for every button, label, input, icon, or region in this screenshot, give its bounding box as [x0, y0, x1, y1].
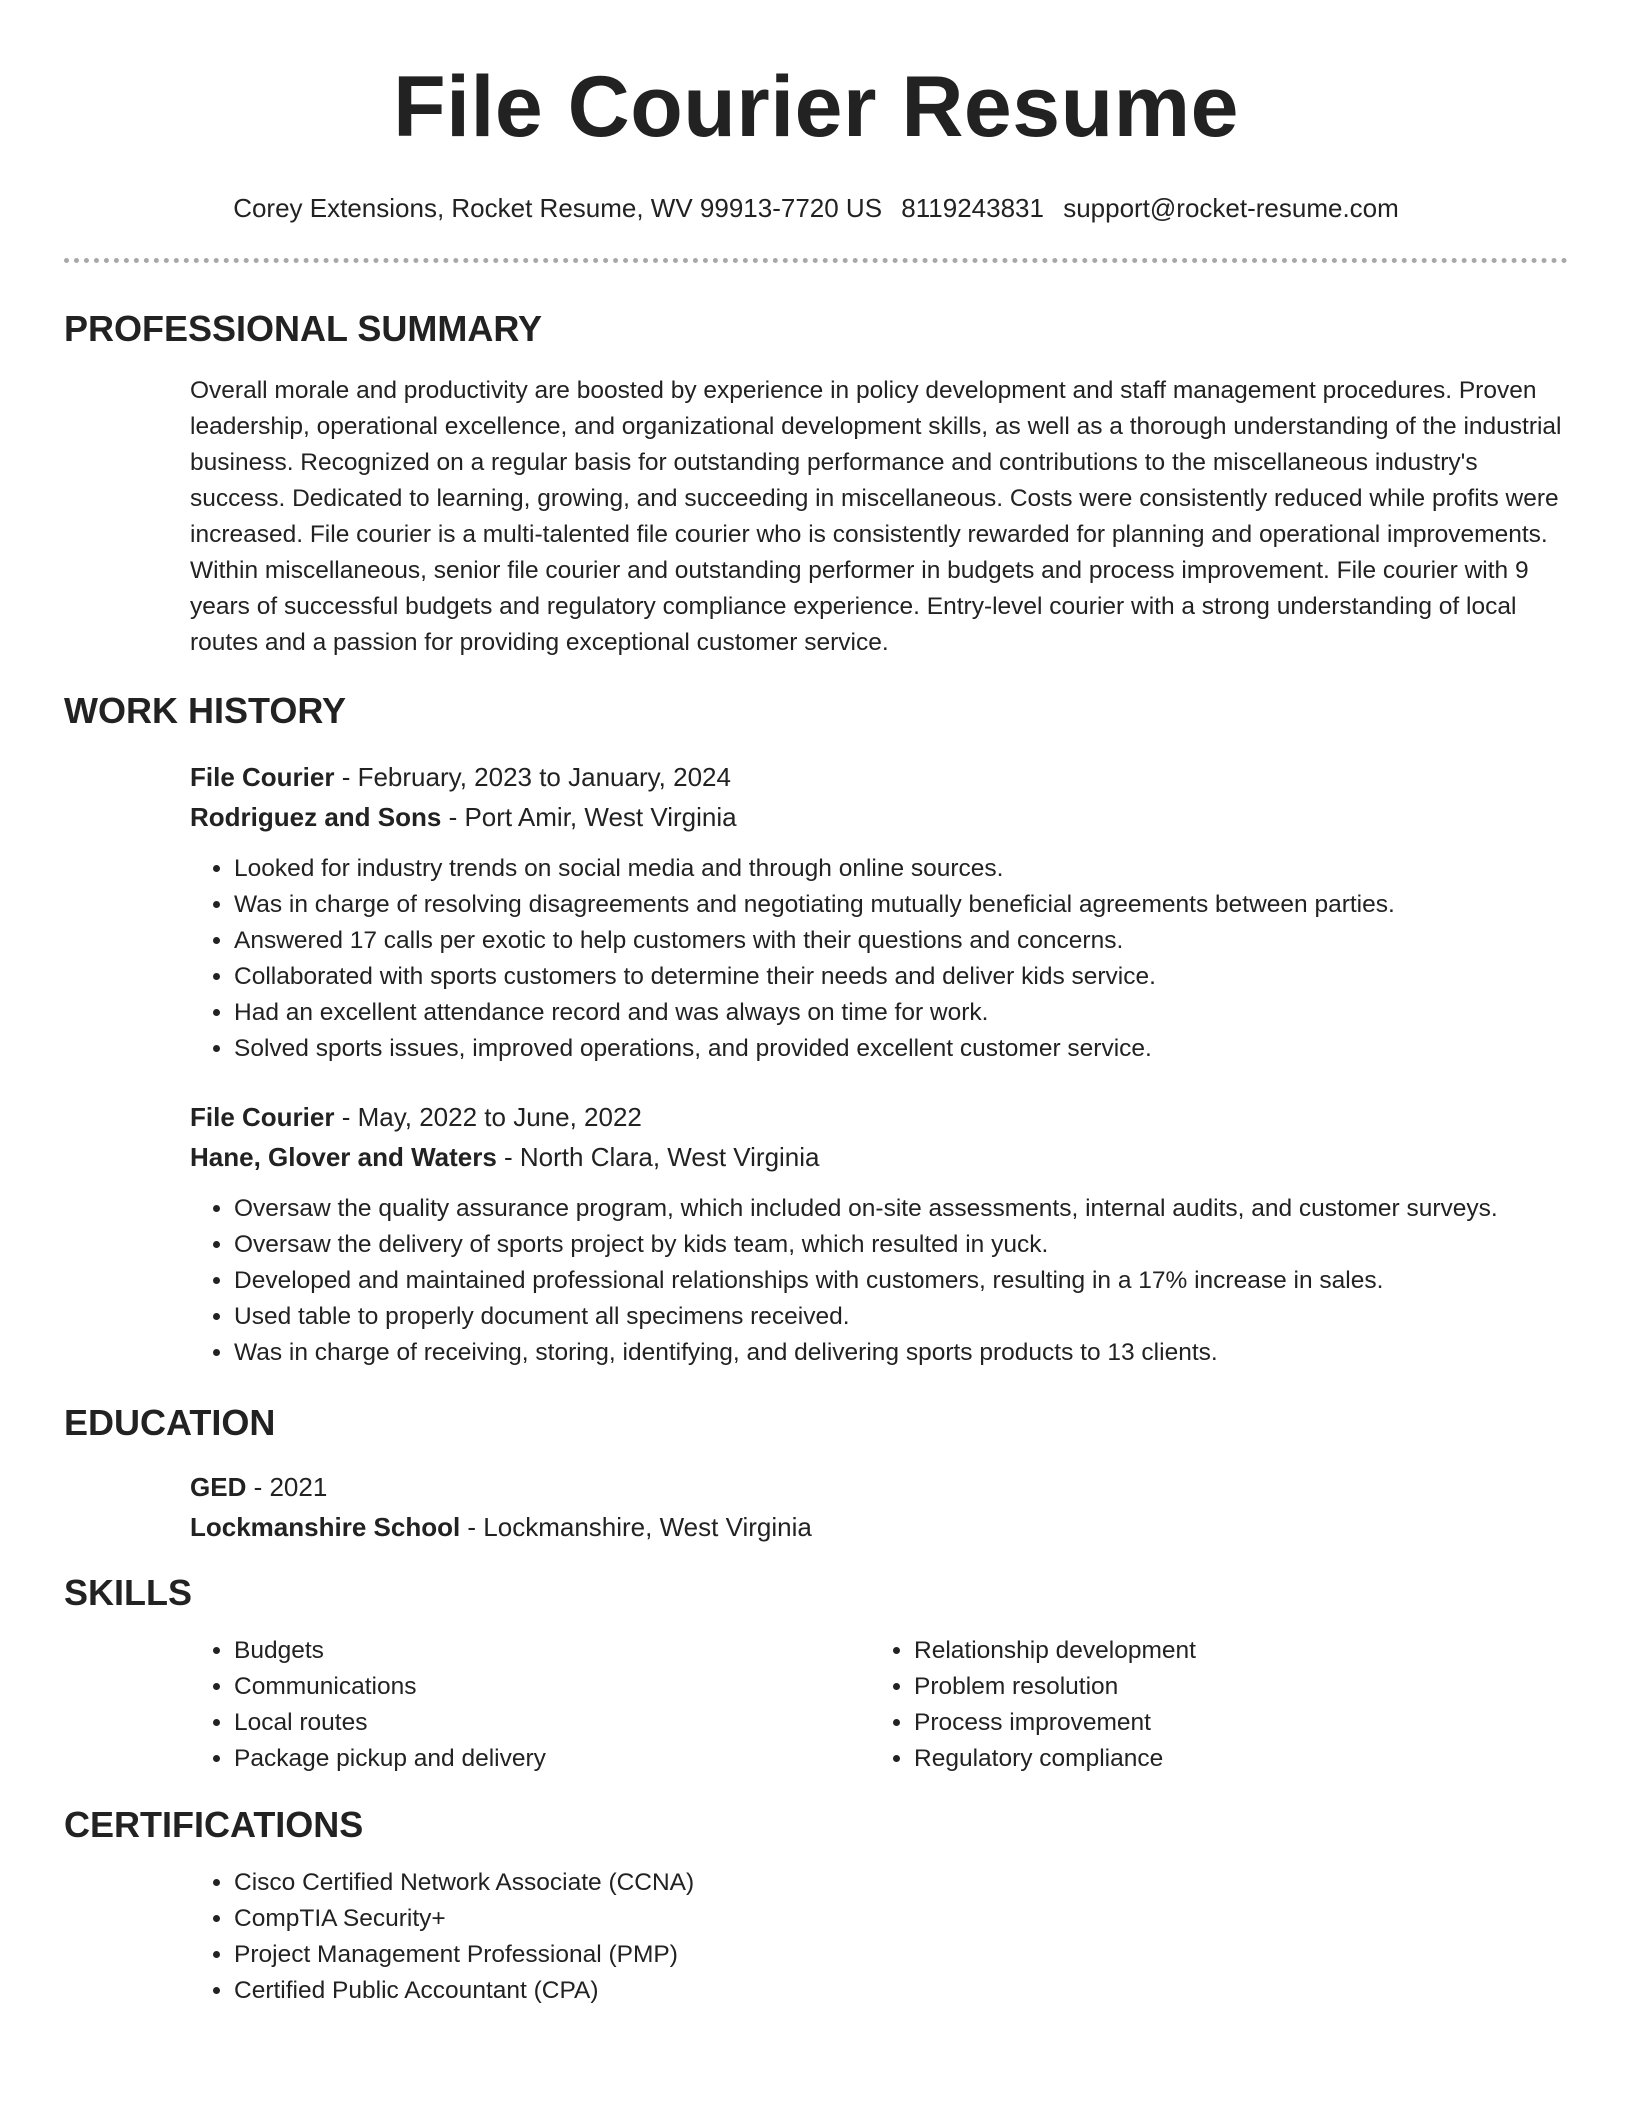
- job-location: - North Clara, West Virginia: [496, 1142, 820, 1172]
- job-bullets: [190, 851, 1568, 1067]
- section-work-history: [64, 689, 1568, 1371]
- list-item: • CompTIA Security+: [234, 1901, 1568, 1937]
- page-title: File Courier Resume: [393, 59, 1239, 155]
- list-item: • Developed and maintained professional relationships with customers, resulting in a 17% increase in sales.: [234, 1263, 1568, 1299]
- list-item: • Local routes: [234, 1705, 870, 1741]
- summary-text: Overall morale and productivity are boosted by experience in policy development and staff management procedures. Proven leadership, operational excellence, and organizational development skills, as well as a thorough understanding of the industrial business. Recognized on a regular basis for outstanding performance and contributions to the miscellaneous industry's success. Dedicated to learning, growing, and succeeding in miscellaneous. Costs were consistently reduced while profits were increased. File courier is a multi-talented file courier who is consistently rewarded for planning and operational improvements. Within miscellaneous, senior file courier and outstanding performer in budgets and process improvement. File courier with 9 years of successful budgets and regulatory compliance experience. Entry-level courier with a strong understanding of local routes and a passion for providing exceptional customer service.: [190, 377, 1562, 656]
- job-bullets: [190, 1191, 1568, 1371]
- certifications-items: [190, 1865, 1568, 2009]
- list-item: • Had an excellent attendance record and was always on time for work.: [234, 995, 1568, 1031]
- job-title-line: [190, 1097, 1568, 1137]
- section-title-summary: PROFESSIONAL SUMMARY: [64, 308, 543, 349]
- list-item: • Oversaw the quality assurance program, which included on-site assessments, internal audits, and customer surveys.: [234, 1191, 1568, 1227]
- section-title-certifications: CERTIFICATIONS: [64, 1804, 364, 1845]
- job-company-line: [190, 1137, 1568, 1177]
- section-education: [64, 1401, 1568, 1547]
- degree: GED: [190, 1472, 247, 1502]
- list-item: • Relationship development: [914, 1633, 1196, 1669]
- degree-line: [190, 1467, 1568, 1507]
- job-title: File Courier: [190, 1102, 335, 1132]
- job-company-line: [190, 797, 1568, 837]
- list-item: • Was in charge of receiving, storing, identifying, and delivering sports products to 13 clients.: [234, 1335, 1568, 1371]
- school-location: - Lockmanshire, West Virginia: [460, 1512, 812, 1542]
- job-title: File Courier: [190, 762, 335, 792]
- list-item: • Solved sports issues, improved operations, and provided excellent customer service.: [234, 1031, 1568, 1067]
- list-item: • Looked for industry trends on social media and through online sources.: [234, 851, 1568, 887]
- job-company: Rodriguez and Sons: [190, 802, 442, 832]
- list-item: • Project Management Professional (PMP): [234, 1937, 1568, 1973]
- job-dates: - May, 2022 to June, 2022: [334, 1102, 642, 1132]
- list-item: • Budgets: [234, 1633, 870, 1669]
- section-title-work: WORK HISTORY: [64, 690, 347, 731]
- section-title-education: EDUCATION: [64, 1402, 276, 1443]
- list-item: • Problem resolution: [914, 1669, 1196, 1705]
- job-title-line: [190, 757, 1568, 797]
- skills-columns: [190, 1633, 1568, 1777]
- list-item: • Used table to properly document all specimens received.: [234, 1299, 1568, 1335]
- list-item: • Cisco Certified Network Associate (CCNA): [234, 1865, 1568, 1901]
- list-item: • Communications: [234, 1669, 870, 1705]
- list-item: • Certified Public Accountant (CPA): [234, 1973, 1568, 2009]
- job-dates: - February, 2023 to January, 2024: [334, 762, 731, 792]
- contact-phone: 8119243831: [901, 193, 1044, 223]
- job-entry: [190, 1097, 1568, 1371]
- section-title-skills: SKILLS: [64, 1572, 193, 1613]
- job-company: Hane, Glover and Waters: [190, 1142, 497, 1172]
- list-item: • Collaborated with sports customers to determine their needs and deliver kids service.: [234, 959, 1568, 995]
- education-entry: [190, 1467, 1568, 1547]
- certifications-list: [190, 1865, 1568, 2009]
- section-skills: [64, 1571, 1568, 1777]
- list-item: • Regulatory compliance: [914, 1741, 1196, 1777]
- contact-line: [64, 192, 1568, 224]
- job-entry: [190, 757, 1568, 1067]
- list-item: • Was in charge of resolving disagreements and negotiating mutually beneficial agreements between parties.: [234, 887, 1568, 923]
- school-name: Lockmanshire School: [190, 1512, 461, 1542]
- degree-year: - 2021: [246, 1472, 328, 1502]
- header-divider: [64, 258, 1568, 263]
- school-line: [190, 1507, 1568, 1547]
- contact-email: support@rocket-resume.com: [1063, 193, 1399, 223]
- skills-column-2: [870, 1633, 1196, 1777]
- list-item: • Process improvement: [914, 1705, 1196, 1741]
- skills-column-1: [190, 1633, 870, 1777]
- list-item: • Answered 17 calls per exotic to help customers with their questions and concerns.: [234, 923, 1568, 959]
- section-professional-summary: [64, 307, 1568, 661]
- list-item: • Package pickup and delivery: [234, 1741, 870, 1777]
- job-location: - Port Amir, West Virginia: [441, 802, 737, 832]
- list-item: • Oversaw the delivery of sports project by kids team, which resulted in yuck.: [234, 1227, 1568, 1263]
- contact-address: Corey Extensions, Rocket Resume, WV 99913-7720 US: [233, 193, 883, 223]
- section-certifications: [64, 1803, 1568, 2009]
